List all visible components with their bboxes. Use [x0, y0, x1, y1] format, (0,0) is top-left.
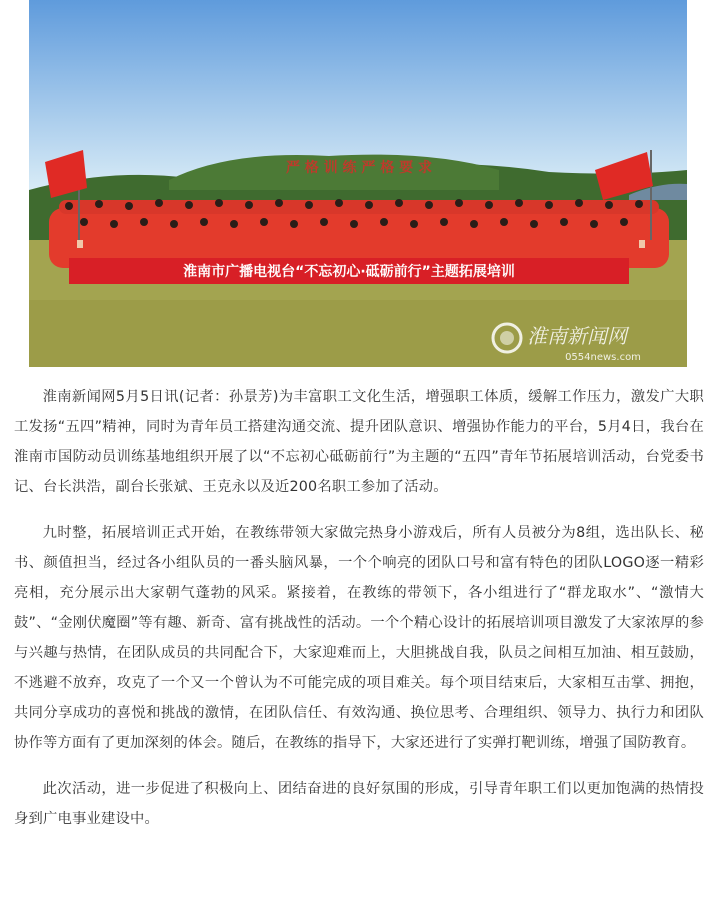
banner-text: 淮南市广播电视台“不忘初心·砥砺前行”主题拓展培训: [183, 264, 515, 280]
article-paragraph: 淮南新闻网5月5日讯(记者：孙景芳)为丰富职工文化生活，增强职工体质，缓解工作压力，激发广大职工发扬“五四”精神，同时为青年员工搭建沟通交流、提升团队意识、增强协作能力的平台，5月4日，我台在淮南市国防动员训练基地组织开展了以“不忘初心砥砺前行”为主题的“五四”青年节拓展培训活动，台党委书记、台长洪浩，副台长张斌、王克永以及近200名职工参加了活动。: [14, 389, 704, 495]
watermark-url: 0554news.com: [565, 352, 641, 363]
article-paragraph: 此次活动，进一步促进了积极向上、团结奋进的良好氛围的形成，引导青年职工们以更加饱满的热情投身到广电事业建设中。: [14, 781, 704, 827]
crowd: [49, 199, 669, 268]
hill-sign-text: 严 格 训 练 严 格 要 求: [285, 160, 433, 176]
article-body: [14, 382, 704, 846]
article-paragraph: 九时整，拓展培训正式开始，在教练带领大家做完热身小游戏后，所有人员被分为8组，选出队长、秘书、颜值担当，经过各小组队员的一番头脑风暴，一个个响亮的团队口号和富有特色的团队LOGO逐一精彩亮相，充分展示出大家朝气蓬勃的风采。紧接着，在教练的带领下，各小组进行了“群龙取水”、“激情大鼓”、“金刚伏魔圈”等有趣、新奇、富有挑战性的活动。一个个精心设计的拓展培训项目激发了大家浓厚的参与兴趣与热情，在团队成员的共同配合下，大家迎难而上，大胆挑战自我，队员之间相互加油、相互鼓励，不逃避不放弃，攻克了一个又一个曾认为不可能完成的项目难关。每个项目结束后，大家相互击掌、拥抱，共同分享成功的喜悦和挑战的激情，在团队信任、有效沟通、换位思考、合理组织、领导力、执行力和团队协作等方面有了更加深刻的体会。随后，在教练的指导下，大家还进行了实弹打靶训练，增强了国防教育。: [14, 525, 704, 751]
group-photo-illustration: [29, 0, 687, 367]
group-banner: [69, 258, 629, 284]
watermark-title: 淮南新闻网: [527, 324, 627, 348]
group-photo: [29, 0, 687, 367]
